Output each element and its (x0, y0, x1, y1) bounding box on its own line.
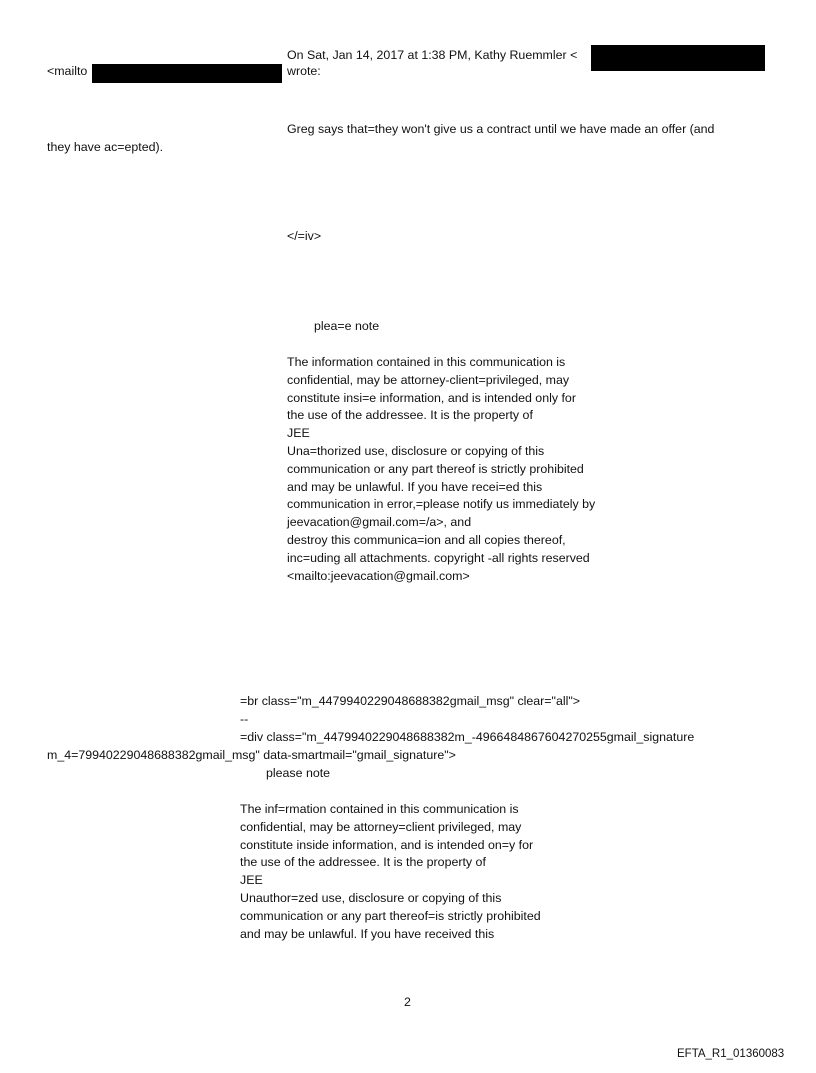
notice-line: JEE (287, 426, 310, 441)
notice-line: the use of the addressee. It is the property of (240, 855, 486, 870)
notice-line: JEE (240, 873, 263, 888)
notice-line: and may be unlawful. If you have received this (240, 926, 495, 941)
notice-line: confidential, may be attorney=client privileged, may (240, 819, 522, 834)
html-fragment: =br class="m_4479940229048688382gmail_msg" clear="all"> (240, 694, 580, 708)
notice-line: constitute inside information, and is intended on=y for (240, 837, 534, 852)
html-fragment: </=iv> (287, 229, 322, 243)
notice-line: communication in error,=please notify us immediately by (287, 497, 596, 512)
notice-line: the use of the addressee. It is the property of (287, 408, 533, 423)
notice-line: confidential, may be attorney-client=privileged, may (287, 372, 570, 387)
notice-line: communication or any part thereof=is strictly prohibited (240, 908, 541, 923)
notice-line: The inf=rmation contained in this communication is (240, 802, 519, 816)
notice-line: Unauthor=zed use, disclosure or copying of this (240, 890, 502, 905)
confidentiality-notice (287, 354, 595, 585)
page-number: 2 (404, 995, 411, 1009)
notice-heading: please note (266, 766, 331, 780)
notice-line: inc=uding all attachments. copyright -all rights reserved (287, 550, 590, 565)
notice-line: destroy this communica=ion and all copies thereof, (287, 532, 566, 547)
notice-line: <mailto:jeevacation@gmail.com> (287, 568, 470, 583)
message-line: Greg says that=they won't give us a contract until we have made an offer (and (287, 122, 715, 136)
document-id: EFTA_R1_01360083 (677, 1048, 785, 1060)
notice-line: constitute insi=e information, and is intended only for (287, 390, 576, 405)
notice-line: communication or any part thereof is strictly prohibited (287, 461, 584, 476)
confidentiality-notice (240, 801, 541, 943)
redaction-block (591, 45, 765, 71)
html-fragment: =div class="m_4479940229048688382m_-4966484867604270255gmail_signature (240, 730, 695, 744)
redaction-block (92, 64, 282, 83)
html-fragment: m_4=79940229048688382gmail_msg" data-smartmail="gmail_signature"> (47, 748, 456, 762)
notice-line: Una=thorized use, disclosure or copying of this (287, 443, 545, 458)
notice-line: and may be unlawful. If you have recei=ed this (287, 479, 543, 494)
notice-heading: plea=e note (314, 319, 380, 333)
signature-separator: -- (240, 712, 249, 726)
wrote-label: wrote: (287, 64, 321, 78)
notice-line: The information contained in this communication is (287, 355, 566, 369)
notice-line: jeevacation@gmail.com=/a>, and (287, 515, 472, 530)
message-line: they have ac=epted). (47, 140, 164, 154)
email-header-line: On Sat, Jan 14, 2017 at 1:38 PM, Kathy Ruemmler < (287, 48, 578, 62)
mailto-prefix: <mailto (47, 64, 88, 78)
